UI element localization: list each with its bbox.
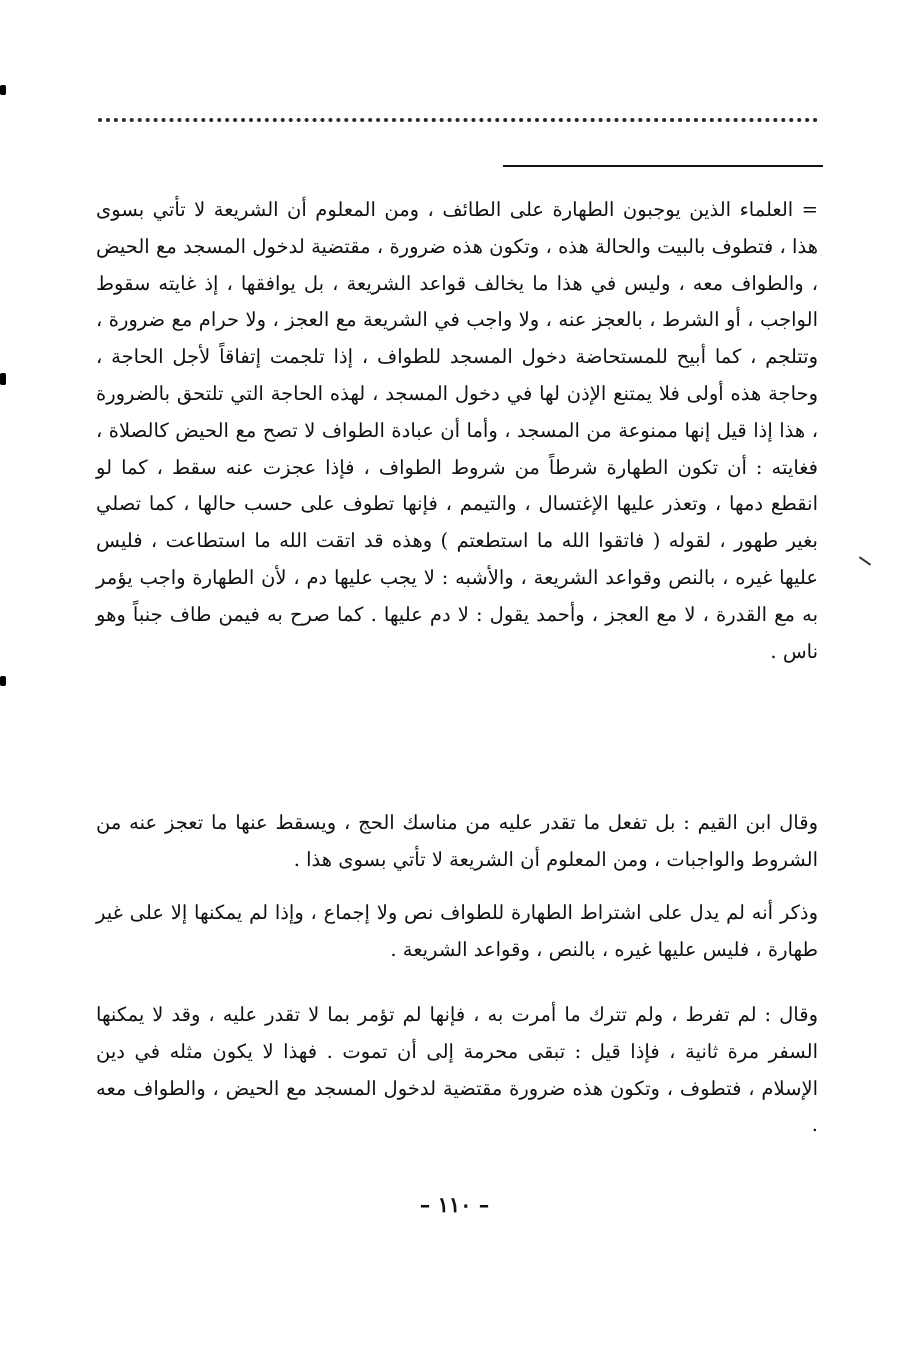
dotted-separator <box>98 118 818 122</box>
footnote-paragraph-1: = العلماء الذين يوجبون الطهارة على الطائف ، ومن المعلوم أن الشريعة لا تأتي بسوى هذا ، فتطوف بالبيت والحالة هذه ، وتكون هذه ضرورة ، مقتضية لدخول المسجد مع الحيض ، والطواف معه ، وليس في هذا ما يخالف قواعد الشريعة ، بل يوافقها ، إذ غايته سقوط الواجب ، أو الشرط ، بالعجز عنه ، ولا واجب في الشريعة مع العجز ، ولا حرام مع ضرورة ، وتتلجم ، كما أبيح للمستحاضة دخول المسجد للطواف ، إذا تلجمت إتفاقاً لأجل الحاجة ، وحاجة هذه أولى فلا يمتنع الإذن لها في دخول المسجد ، لهذه الحاجة التي تلتحق بالضرورة ، هذا إذا قيل إنها ممنوعة من المسجد ، وأما أن عبادة الطواف لا تصح مع الحيض كالصلاة ، فغايته : أن تكون الطهارة شرطاً من شروط الطواف ، فإذا عجزت عنه سقط ، كما لو انقطع دمها ، وتعذر عليها الإغتسال ، والتيمم ، فإنها تطوف على حسب حالها ، كما تصلي بغير طهور ، لقوله ( فاتقوا الله ما استطعتم ) وهذه قد اتقت الله ما استطاعت ، فليس عليها غيره ، بالنص وقواعد الشريعة ، والأشبه : لا يجب عليها دم ، لأن الطهارة واجب يؤمر به مع القدرة ، لا مع العجز ، وأحمد يقول : لا دم عليها . كما صرح به فيمن طاف جنباً وهو ناس . <box>96 198 818 663</box>
footnote-paragraph-3: وذكر أنه لم يدل على اشتراط الطهارة للطواف نص ولا إجماع ، وإذا لم يمكنها إلا على غير طهارة ، فليس عليها غيره ، بالنص ، وقواعد الشريعة . <box>96 901 818 961</box>
margin-mark <box>859 556 872 566</box>
footnote-paragraph-4: وقال : لم تفرط ، ولم تترك ما أمرت به ، فإنها لم تؤمر بما لا تقدر عليه ، وقد لا يمكنها السفر مرة ثانية ، فإذا قيل : تبقى محرمة إلى أن تموت . فهذا لا يكون مثله في دين الإسلام ، فتطوف ، وتكون هذه ضرورة مقتضية لدخول المسجد مع الحيض ، والطواف معه . <box>96 1003 818 1137</box>
margin-mark <box>0 85 6 95</box>
footnote-paragraph-2: وقال ابن القيم : بل تفعل ما تقدر عليه من مناسك الحج ، ويسقط عنها ما تعجز عنه من الشروط والواجبات ، ومن المعلوم أن الشريعة لا تأتي بسوى هذا . <box>96 811 818 871</box>
footnote-rule <box>503 165 823 167</box>
margin-mark <box>0 676 6 686</box>
margin-mark <box>0 373 6 385</box>
page-number: – ١١٠ – <box>419 1192 490 1217</box>
